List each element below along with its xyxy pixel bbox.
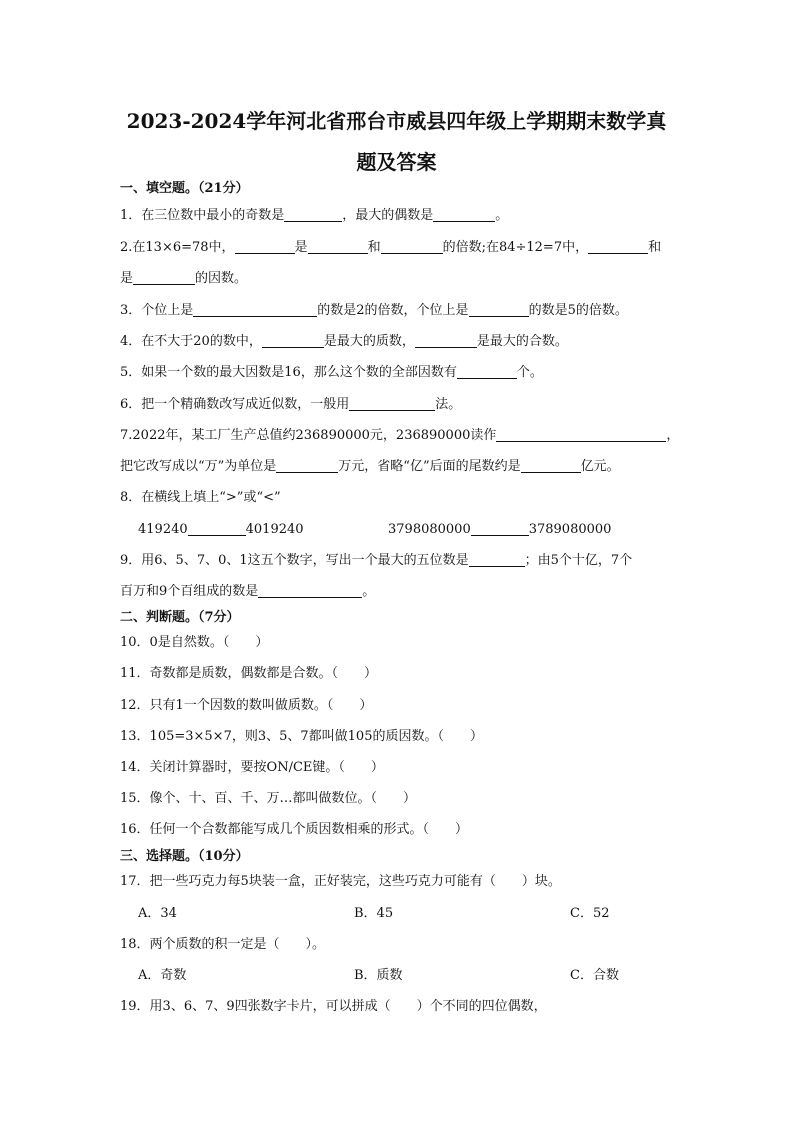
q5-text-a: 5．如果一个数的最大因数是16，那么这个数的全部因数有 [120,365,457,380]
q18-option-c[interactable]: C．合数 [570,968,619,983]
answer-blank[interactable] [415,333,477,348]
q4-text-c: 是最大的合数。 [476,334,568,349]
answer-blank[interactable] [457,364,517,379]
q7-text-e: 亿元。 [580,459,620,474]
section-choice-heading: 三、选择题。（10分） [120,849,249,864]
q3-text-b: 的数是2的倍数，个位上是 [317,303,469,318]
answer-blank[interactable] [133,270,195,285]
q8-left-number-1: 419240 [138,522,188,537]
q3-text-c: 的数是5的倍数。 [528,303,628,318]
q9-text-c: 百万和9个百组成的数是 [120,584,259,599]
q9-text-b: ；由5个十亿，7个 [524,553,633,568]
answer-blank[interactable] [521,458,581,473]
answer-blank[interactable] [469,552,525,567]
section-judge-heading: 二、判断题。（7分） [120,610,240,625]
q4-text-a: 4．在不大于20的数中， [120,334,262,349]
q8-left-number-2: 3798080000 [388,522,471,537]
q8-compare-1 [138,521,304,539]
question-12: 12．只有1一个因数的数叫做质数。（ ） [120,698,373,713]
question-6 [120,396,461,414]
question-18: 18．两个质数的积一定是（ ）。 [120,937,326,952]
question-7-line1 [120,427,679,445]
q7-text-d: 万元，省略“亿”后面的尾数约是 [338,459,521,474]
question-4 [120,333,568,351]
answer-blank[interactable] [588,239,648,254]
q6-text-a: 6．把一个精确数改写成近似数，一般用 [120,397,350,412]
q8-right-number-2: 3789080000 [528,522,612,537]
answer-blank[interactable] [349,396,435,411]
q1-text-b: ，最大的偶数是 [342,208,434,223]
answer-blank[interactable] [308,239,368,254]
answer-blank[interactable] [262,333,324,348]
q17-option-a[interactable]: A．34 [138,906,177,921]
q2-text-b: 是 [294,240,308,255]
q8-compare-2 [388,521,611,539]
answer-blank[interactable] [188,521,246,536]
q2-text-a: 2.在13×6=78中， [120,240,235,255]
question-13: 13．105=3×5×7，则3、5、7都叫做105的质因数。（ ） [120,729,483,744]
q3-text-a: 3．个位上是 [120,303,194,318]
q2-text-f: 是 [120,271,134,286]
question-11: 11．奇数都是质数，偶数都是合数。（ ） [120,666,378,681]
q1-text-c: 。 [495,208,509,223]
answer-blank[interactable] [471,521,529,536]
document-title-line1: 2023-2024学年河北省邢台市威县四年级上学期期末数学真 [126,109,667,133]
section-fill-heading: 一、填空题。（21分） [120,181,249,196]
q17-option-b[interactable]: B．45 [354,906,394,921]
question-1 [120,207,508,225]
question-2-line1 [120,239,661,257]
question-10: 10．0是自然数。（ ） [120,635,269,650]
question-2-line2 [120,270,247,288]
q7-text-b: ， [666,428,680,443]
answer-blank[interactable] [381,239,443,254]
question-19: 19．用3、6、7、9四张数字卡片，可以拼成（ ）个不同的四位偶数， [120,999,547,1014]
question-7-line2 [120,458,620,476]
q1-text-a: 1．在三位数中最小的奇数是 [120,208,285,223]
question-9-line1 [120,552,632,570]
q2-text-c: 和 [367,240,381,255]
q2-text-e: 和 [648,240,662,255]
q7-text-c: 把它改写成以“万”为单位是 [120,459,277,474]
answer-blank[interactable] [258,583,362,598]
q8-right-number-1: 4019240 [245,522,304,537]
question-16: 16．任何一个合数都能写成几个质因数相乘的形式。（ ） [120,822,469,837]
q6-text-b: 法。 [435,397,462,412]
q18-option-b[interactable]: B．质数 [354,968,403,983]
answer-blank[interactable] [433,207,495,222]
q17-option-c[interactable]: C．52 [570,906,610,921]
question-15: 15．像个、十、百、千、万…都叫做数位。（ ） [120,791,417,806]
question-3 [120,302,628,320]
answer-blank[interactable] [235,239,295,254]
answer-blank[interactable] [496,427,666,442]
answer-blank[interactable] [276,458,338,473]
question-8: 8．在横线上填上“>”或“<” [120,490,281,505]
question-9-line2 [120,583,375,601]
document-title-line2: 题及答案 [356,150,437,174]
answer-blank[interactable] [193,302,317,317]
q9-text-a: 9．用6、5、7、0、1这五个数字，写出一个最大的五位数是 [120,553,469,568]
q7-text-a: 7.2022年，某工厂生产总值约236890000元，236890000读作 [120,428,497,443]
q4-text-b: 是最大的质数， [323,334,415,349]
q18-option-a[interactable]: A．奇数 [138,968,187,983]
answer-blank[interactable] [284,207,342,222]
question-5 [120,364,543,382]
q5-text-b: 个。 [516,365,543,380]
q2-text-d: 的倍数;在84÷12=7中， [442,240,589,255]
question-17: 17．把一些巧克力每5块装一盒，正好装完，这些巧克力可能有（ ）块。 [120,874,561,889]
q2-text-g: 的因数。 [195,271,248,286]
question-14: 14．关闭计算器时，要按ON/CE键。（ ） [120,760,384,775]
q9-text-d: 。 [362,584,376,599]
answer-blank[interactable] [469,302,529,317]
